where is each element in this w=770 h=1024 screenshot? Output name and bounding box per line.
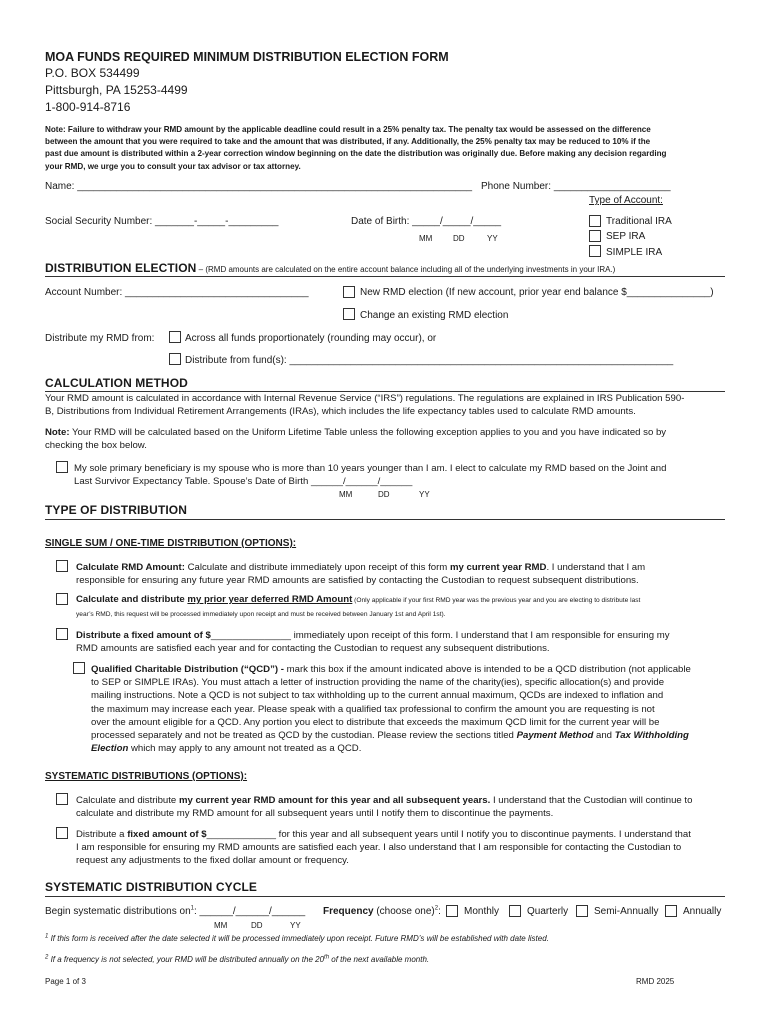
- form-title: MOA FUNDS REQUIRED MINIMUM DISTRIBUTION ELECTION FORM: [45, 50, 449, 64]
- from-funds-checkbox[interactable]: [169, 353, 181, 365]
- calculation-paragraph: Your RMD amount is calculated in accordance with Internal Revenue Service (“IRS”) regulations. The regulations are explained in IRS Publication 590- B, Distributions from Individual Retirement Arrangements (IRAs), which includes the life expectancy tables used to calculate RMD amounts.: [45, 393, 685, 418]
- quarterly-label: Quarterly: [527, 906, 569, 917]
- phone-field[interactable]: Phone Number: _____________________: [481, 181, 671, 192]
- simple-ira-checkbox[interactable]: [589, 245, 601, 257]
- monthly-label: Monthly: [464, 906, 500, 917]
- section-divider: [45, 519, 725, 520]
- account-number-field[interactable]: Account Number: _________________________________: [45, 287, 309, 298]
- distribution-election-heading: DISTRIBUTION ELECTION – (RMD amounts are calculated on the entire account balance including all of the underlying investments in your IRA.): [45, 261, 616, 275]
- begin-date-mm: MM: [214, 921, 228, 930]
- change-election-checkbox[interactable]: [343, 308, 355, 320]
- type-of-distribution-heading: TYPE OF DISTRIBUTION: [45, 503, 188, 517]
- distribute-from-label: Distribute my RMD from:: [45, 333, 155, 344]
- systematic-fixed-text: Distribute a fixed amount of $_____________ for this year and all subsequent years until I notify you to discontinue payments. I understand that I am responsible for ensuring my RMD amounts are satisfied each year. I also understand that I am responsible for contacting the Custodian to request any adjustments to the fixed dollar amount or frequency.: [76, 829, 691, 867]
- section-divider: [45, 276, 725, 277]
- single-sum-heading: SINGLE SUM / ONE-TIME DISTRIBUTION (OPTIONS):: [45, 538, 297, 549]
- semi-annually-label: Semi-Annually: [594, 906, 659, 917]
- address-line-2: Pittsburgh, PA 15253-4499: [45, 83, 188, 97]
- change-election-label: Change an existing RMD election: [360, 310, 509, 321]
- quarterly-checkbox[interactable]: [509, 905, 521, 917]
- frequency-label: Frequency (choose one)$^2$:: [323, 905, 441, 917]
- systematic-heading: SYSTEMATIC DISTRIBUTIONS (OPTIONS):: [45, 771, 248, 782]
- dob-field[interactable]: Date of Birth: _____/_____/_____: [351, 216, 502, 227]
- traditional-ira-label: Traditional IRA: [606, 216, 672, 227]
- spouse-dob-dd: DD: [378, 490, 390, 499]
- spouse-dob-yy: YY: [419, 490, 430, 499]
- across-funds-checkbox[interactable]: [169, 331, 181, 343]
- sep-ira-checkbox[interactable]: [589, 230, 601, 242]
- distribution-cycle-heading: SYSTEMATIC DISTRIBUTION CYCLE: [45, 880, 258, 894]
- begin-date-dd: DD: [251, 921, 263, 930]
- monthly-checkbox[interactable]: [446, 905, 458, 917]
- simple-ira-label: SIMPLE IRA: [606, 247, 663, 258]
- fixed-amount-text: Distribute a fixed amount of $_______________ immediately upon receipt of this form. I understand that I am responsible for ensuring my RMD amounts are satisfied each year and for contacting the Custodian to request any subsequent distributions.: [76, 630, 670, 655]
- penalty-note: Note: Failure to withdraw your RMD amount by the applicable deadline could result in a 25% penalty tax. The penalty tax would be assessed on the difference between the amount that you were required to take and the amount that was distributed, if any. Additionally, the 25% penalty tax may be reduced to 10% if the past due amount is distributed within a 2-year correction window beginning on the date the distribution was originally due. Before making any decision regarding your RMD, we urge you to consult your tax advisor or tax attorney.: [45, 125, 667, 171]
- qcd-text: Qualified Charitable Distribution (“QCD”) - mark this box if the amount indicated above is intended to be a QCD distribution (not applicable to SEP or SIMPLE IRAs). You must attach a letter of instruction providing the name of the charity(ies), specific allocation(s) and provide mailing instructions. Note a QCD is not subject to tax withholding up to the current annual maximum, QCDs are indexed to inflation and the maximum may increase each year. Please speak with a qualified tax professional to confirm the amount you are requesting is not over the amount eligible for a QCD. Any portion you elect to distribute that exceeds the maximum QCD limit for the current year will be processed separately and not be treated as QCD by the custodian. Please review the sections titled Payment Method and Tax Withholding Election which may apply to any amount not treated as a QCD.: [91, 664, 691, 755]
- annually-label: Annually: [683, 906, 722, 917]
- fixed-amount-checkbox[interactable]: [56, 628, 68, 640]
- qcd-checkbox[interactable]: [73, 662, 85, 674]
- phone-number: 1-800-914-8716: [45, 100, 131, 114]
- traditional-ira-checkbox[interactable]: [589, 215, 601, 227]
- begin-date-field[interactable]: Begin systematic distributions $on^1$: ______/______/______: [45, 905, 306, 917]
- from-funds-field[interactable]: Distribute from fund(s): _____________________________________________________________________: [185, 355, 674, 366]
- dob-yy: YY: [487, 234, 498, 243]
- spouse-dob-mm: MM: [339, 490, 353, 499]
- prior-year-rmd-note: year’s RMD, this request will be processed immediately upon receipt and must be received between January 1st and April 1st).: [76, 611, 446, 618]
- account-type-heading: Type of Account:: [589, 195, 663, 206]
- begin-date-yy: YY: [290, 921, 301, 930]
- systematic-rmd-text: Calculate and distribute my current year RMD amount for this year and all subsequent years. I understand that the Custodian will continue to calculate and distribute my RMD amount for all subsequent years until I notify them to discontinue the payments.: [76, 795, 693, 820]
- footnote-1: $^1$ If this form is received after the date selected it will be processed immediately upon receipt. Future RMD’s will be established with date listed.: [45, 933, 549, 943]
- annually-checkbox[interactable]: [665, 905, 677, 917]
- calculation-method-heading: CALCULATION METHOD: [45, 376, 188, 390]
- prior-year-rmd-checkbox[interactable]: [56, 593, 68, 605]
- address-line-1: P.O. BOX 534499: [45, 66, 140, 80]
- spouse-exception-checkbox[interactable]: [56, 461, 68, 473]
- section-divider: [45, 896, 725, 897]
- footnote-2: $^2$ If a frequency is not selected, your RMD will be distributed annually on the 20th of the next available month.: [45, 954, 430, 964]
- systematic-fixed-checkbox[interactable]: [56, 827, 68, 839]
- new-election-label: New RMD election (If new account, prior year end balance $_______________): [360, 287, 714, 298]
- dob-dd: DD: [453, 234, 465, 243]
- page-number: Page 1 of 3: [45, 977, 86, 986]
- form-code: RMD 2025: [636, 977, 675, 986]
- sep-ira-label: SEP IRA: [606, 231, 646, 242]
- calculation-note: Note: Your RMD will be calculated based on the Uniform Lifetime Table unless the following exception applies to you and you have indicated so by checking the box below.: [45, 427, 667, 452]
- systematic-rmd-checkbox[interactable]: [56, 793, 68, 805]
- calculate-rmd-checkbox[interactable]: [56, 560, 68, 572]
- new-election-checkbox[interactable]: [343, 286, 355, 298]
- ssn-field[interactable]: Social Security Number: _______-_____-_________: [45, 216, 279, 227]
- spouse-exception-text: My sole primary beneficiary is my spouse who is more than 10 years younger than I am. I elect to calculate my RMD based on the Joint and Last Survivor Expectancy Table. Spouse’s Date of Birth ______/______/______: [74, 463, 667, 488]
- dob-mm: MM: [419, 234, 433, 243]
- semi-annually-checkbox[interactable]: [576, 905, 588, 917]
- name-field[interactable]: Name: _______________________________________________________________________: [45, 181, 473, 192]
- across-funds-label: Across all funds proportionately (rounding may occur), or: [185, 333, 437, 344]
- calculate-rmd-text: Calculate RMD Amount: Calculate and distribute immediately upon receipt of this form my current year RMD. I understand that I am responsible for ensuring any future year RMD amounts are satisfied by contacting the Custodian to request subsequent distributions.: [76, 562, 646, 587]
- prior-year-rmd-text: Calculate and distribute my prior year deferred RMD Amount (Only applicable if your first RMD year was the previous year and you are electing to distribute last: [76, 594, 641, 605]
